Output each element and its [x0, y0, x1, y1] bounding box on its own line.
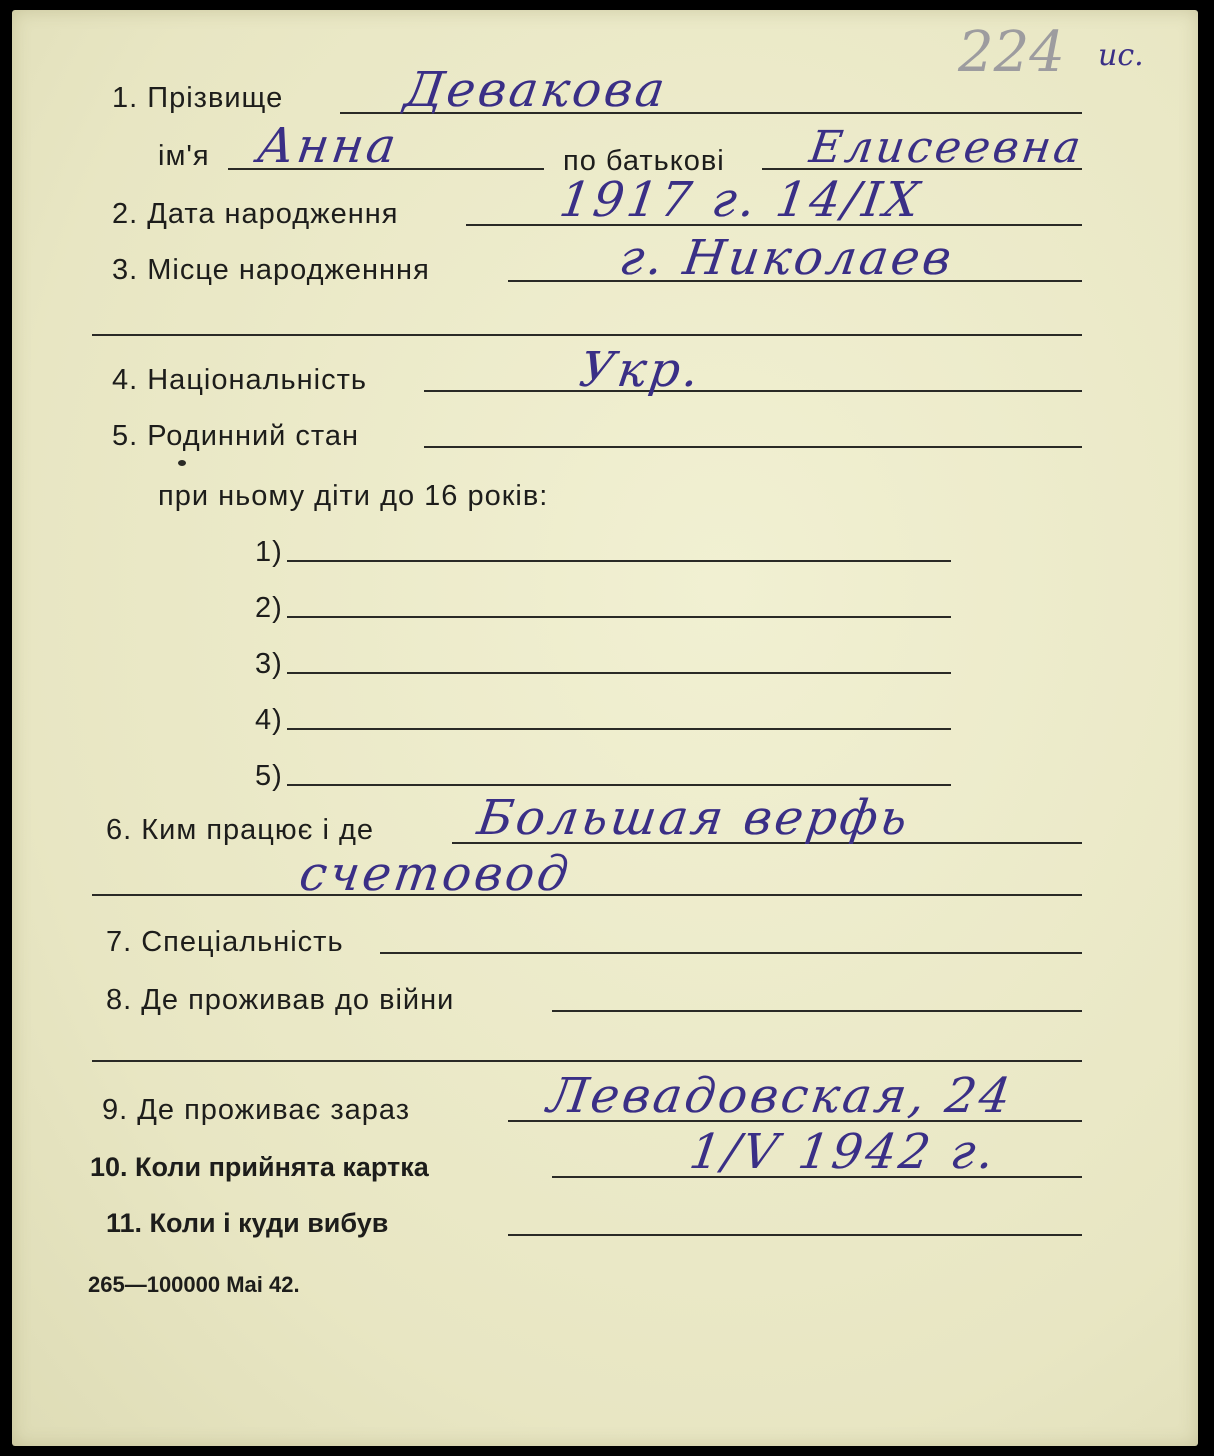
- child-2-label: 2): [255, 592, 283, 624]
- field-6-value-2: счетовод: [296, 846, 575, 902]
- child-3-label: 3): [255, 648, 283, 680]
- field-11-label: 11. Коли і куди вибув: [106, 1208, 389, 1238]
- field-11-line: [508, 1234, 1082, 1236]
- print-footer: 265—100000 Mai 42.: [88, 1272, 300, 1297]
- field-2-value: 1917 г. 14/IX: [556, 172, 926, 228]
- field-5-label: 5. Родинний стан: [112, 420, 360, 452]
- field-1-value: Девакова: [401, 62, 672, 118]
- child-4-line: [287, 728, 951, 730]
- field-3-value: г. Николаев: [616, 230, 958, 286]
- field-8-line: [552, 1010, 1082, 1012]
- child-1-label: 1): [255, 536, 283, 568]
- field-10-value: 1/V 1942 г.: [686, 1124, 1001, 1180]
- field-10-label: 10. Коли прийнята картка: [90, 1152, 429, 1182]
- corner-mark: ис.: [1098, 38, 1144, 73]
- field-4-line: [424, 390, 1082, 392]
- field-4-value: Укр.: [576, 342, 706, 398]
- separator-line-2: [92, 1060, 1082, 1062]
- field-7-line: [380, 952, 1082, 954]
- field-6-value: Большая верфь: [474, 790, 914, 846]
- name-value: Анна: [254, 118, 403, 174]
- child-5-line: [287, 784, 951, 786]
- child-4-label: 4): [255, 704, 283, 736]
- child-2-line: [287, 616, 951, 618]
- name-label: ім'я: [158, 140, 210, 172]
- field-4-label: 4. Національність: [112, 364, 368, 396]
- field-5-line: [424, 446, 1082, 448]
- patronymic-label: по батькові: [563, 145, 725, 177]
- field-3-label: 3. Місце народженння: [112, 254, 430, 286]
- corner-number: 224: [958, 20, 1065, 85]
- field-6-line-2: [92, 894, 1082, 896]
- separator-line-1: [92, 334, 1082, 336]
- children-label: при ньому діти до 16 років:: [158, 480, 549, 512]
- field-1-label: 1. Прізвище: [112, 82, 284, 114]
- child-5-label: 5): [255, 760, 283, 792]
- field-8-label: 8. Де проживав до війни: [106, 984, 455, 1016]
- child-1-line: [287, 560, 951, 562]
- field-9-value: Левадовская, 24: [544, 1068, 1017, 1124]
- ink-dot: [178, 460, 186, 466]
- child-3-line: [287, 672, 951, 674]
- patronymic-value: Елисеевна: [806, 122, 1087, 173]
- field-7-label: 7. Спеціальність: [106, 926, 344, 958]
- field-2-label: 2. Дата народження: [112, 198, 399, 230]
- field-6-label: 6. Ким працює і де: [106, 814, 375, 846]
- field-9-label: 9. Де проживає зараз: [102, 1094, 411, 1126]
